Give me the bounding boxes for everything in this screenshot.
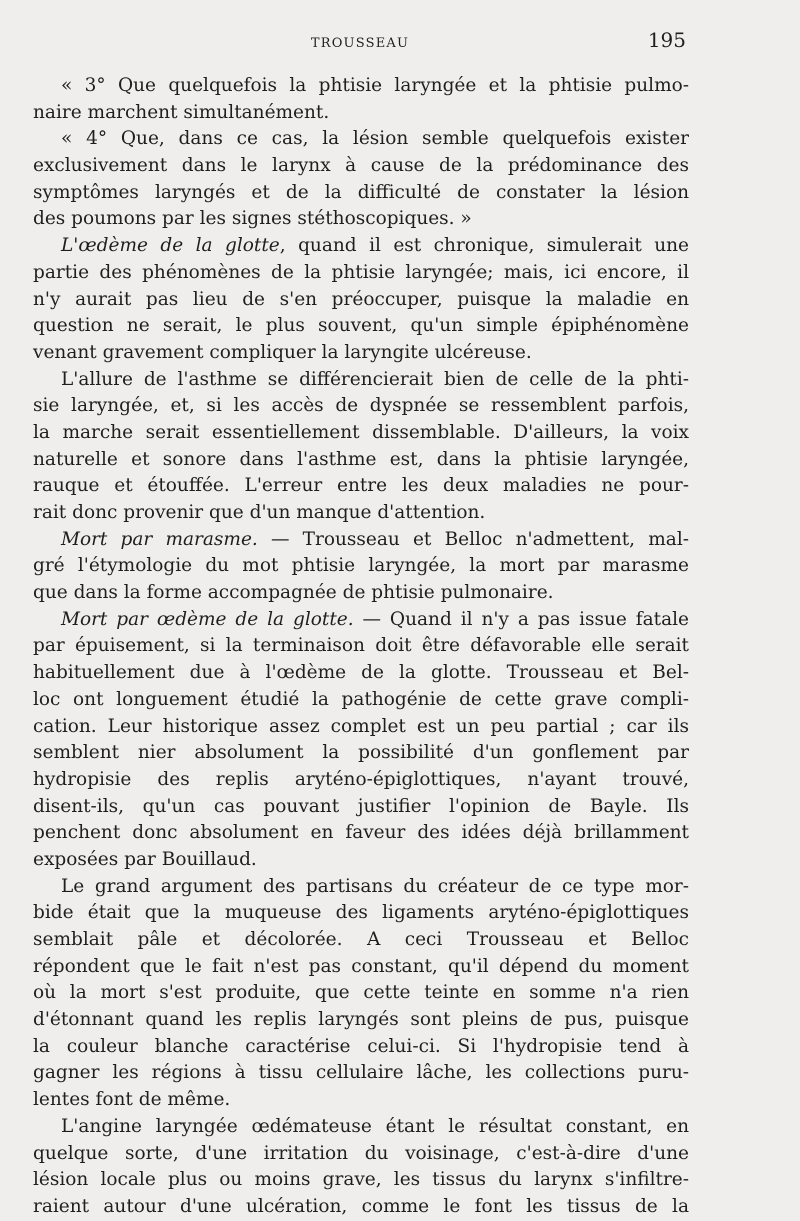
line-text: la couleur blanche caractérise celui-ci. Si l'hydropisie tend à	[33, 1035, 689, 1057]
line-text: cation. Leur historique assez complet est un peu partial ; car ils	[33, 715, 689, 737]
line-text: partie des phénomènes de la phtisie laryngée; mais, ici encore, il	[33, 261, 689, 283]
text-line	[33, 180, 689, 207]
text-line	[33, 767, 689, 794]
line-text: hydropisie des replis aryténo-épiglottiques, n'ayant trouvé,	[33, 768, 689, 790]
text-line	[33, 126, 689, 153]
text-line	[33, 1060, 689, 1087]
italic-heading: Mort par œdème de la glotte.	[61, 608, 354, 630]
line-text: symptômes laryngés et de la difficulté de constater la lésion	[33, 181, 689, 203]
line-text: rait donc provenir que d'un manque d'attention.	[33, 502, 486, 523]
line-text: penchent donc absolument en faveur des idées déjà brillamment	[33, 822, 689, 844]
text-line	[33, 687, 689, 714]
line-text: semblent nier absolument la possibilité d'un gonflement par	[33, 742, 689, 764]
line-text: loc ont longuement étudié la pathogénie de cette grave compli-	[33, 688, 689, 710]
italic-heading: L'œdème de la glotte	[61, 235, 280, 257]
line-text: où la mort s'est produite, que cette teinte en somme n'a rien	[33, 982, 689, 1004]
line-text: semblait pâle et décolorée. A ceci Trousseau et Belloc	[33, 929, 689, 950]
line-text: gré l'étymologie du mot phtisie laryngée, la mort par marasme	[33, 555, 689, 577]
line-text: naturelle et sonore dans l'asthme est, dans la phtisie laryngée,	[33, 448, 689, 470]
text-line	[33, 900, 689, 927]
line-text: rauque et étouffée. L'erreur entre les deux maladies ne pour-	[33, 475, 689, 497]
text-line	[33, 553, 689, 580]
body-text	[33, 73, 689, 1221]
text-line	[33, 233, 689, 260]
line-text: habituellement due à l'œdème de la glotte. Trousseau et Bel-	[33, 662, 689, 684]
line-text: disent-ils, qu'un cas pouvant justifier l'opinion de Bayle. Ils	[33, 795, 689, 817]
page-number: 195	[647, 28, 686, 52]
line-text: , quand il est chronique, simulerait une	[279, 235, 689, 257]
line-text: raient autour d'une ulcération, comme le font les tissus de la	[33, 1195, 689, 1217]
running-head	[30, 28, 690, 58]
text-line	[33, 340, 689, 367]
text-line	[33, 607, 689, 634]
text-line	[33, 313, 689, 340]
line-text: d'étonnant quand les replis laryngés sont pleins de pus, puisque	[33, 1009, 689, 1031]
text-line	[33, 1007, 689, 1034]
text-line	[33, 367, 689, 394]
text-line	[33, 260, 689, 287]
line-text: que dans la forme accompagnée de phtisie pulmonaire.	[33, 582, 554, 604]
text-line	[33, 847, 689, 874]
italic-heading: Mort par marasme.	[61, 528, 258, 550]
text-line	[33, 393, 689, 420]
line-text: exposées par Bouillaud.	[33, 848, 257, 870]
text-line	[33, 874, 689, 901]
line-text: répondent que le fait n'est pas constant, qu'il dépend du moment	[33, 955, 689, 977]
text-line	[33, 473, 689, 500]
text-line	[33, 1087, 689, 1114]
line-text: gagner les régions à tissu cellulaire lâche, les collections puru-	[33, 1062, 689, 1084]
text-line	[33, 527, 689, 554]
text-line	[33, 447, 689, 474]
text-line	[33, 1194, 689, 1221]
line-text: exclusivement dans le larynx à cause de la prédominance des	[33, 155, 689, 177]
running-title: TROUSSEAU	[310, 36, 410, 51]
line-text: quelque sorte, d'une irritation du voisinage, c'est-à-dire d'une	[33, 1142, 689, 1164]
line-text: L'angine laryngée œdémateuse étant le résultat constant, en	[61, 1115, 689, 1137]
line-text: bide était que la muqueuse des ligaments aryténo-épiglottiques	[33, 902, 689, 924]
line-text: « 3° Que quelquefois la phtisie laryngée et la phtisie pulmo-	[61, 75, 689, 96]
line-text: des poumons par les signes stéthoscopiques. »	[33, 208, 472, 230]
text-line	[33, 100, 689, 127]
text-line	[33, 954, 689, 981]
text-line	[33, 206, 689, 233]
line-text: n'y aurait pas lieu de s'en préoccuper, puisque la maladie en	[33, 288, 689, 310]
text-line	[33, 1034, 689, 1061]
text-line	[33, 980, 689, 1007]
text-line	[33, 714, 689, 741]
text-line	[33, 633, 689, 660]
text-line	[33, 287, 689, 314]
text-line	[33, 1114, 689, 1141]
text-line	[33, 794, 689, 821]
text-line	[33, 73, 689, 100]
text-line	[33, 580, 689, 607]
line-text: la marche serait essentiellement dissemblable. D'ailleurs, la voix	[33, 421, 689, 443]
text-line	[33, 660, 689, 687]
line-text: sie laryngée, et, si les accès de dyspnée se ressemblent parfois,	[33, 395, 689, 417]
text-line	[33, 153, 689, 180]
line-text: lésion locale plus ou moins grave, les tissus du larynx s'infiltre-	[33, 1169, 689, 1191]
text-line	[33, 420, 689, 447]
line-text: Le grand argument des partisans du créateur de ce type mor-	[61, 875, 689, 897]
text-line	[33, 740, 689, 767]
line-text: naire marchent simultanément.	[33, 101, 330, 123]
text-line	[33, 927, 689, 954]
text-line	[33, 500, 689, 527]
text-line	[33, 1167, 689, 1194]
line-text: — Trousseau et Belloc n'admettent, mal-	[257, 528, 689, 550]
text-line	[33, 1141, 689, 1168]
text-line	[33, 820, 689, 847]
line-text: question ne serait, le plus souvent, qu'un simple épiphénomène	[33, 315, 689, 337]
line-text: lentes font de même.	[33, 1089, 231, 1111]
line-text: — Quand il n'y a pas issue fatale	[353, 608, 689, 630]
line-text: par épuisement, si la terminaison doit être défavorable elle serait	[33, 635, 689, 657]
line-text: L'allure de l'asthme se différencierait bien de celle de la phti-	[61, 368, 689, 390]
line-text: « 4° Que, dans ce cas, la lésion semble quelquefois exister	[61, 128, 689, 150]
line-text: venant gravement compliquer la laryngite ulcéreuse.	[33, 341, 532, 363]
